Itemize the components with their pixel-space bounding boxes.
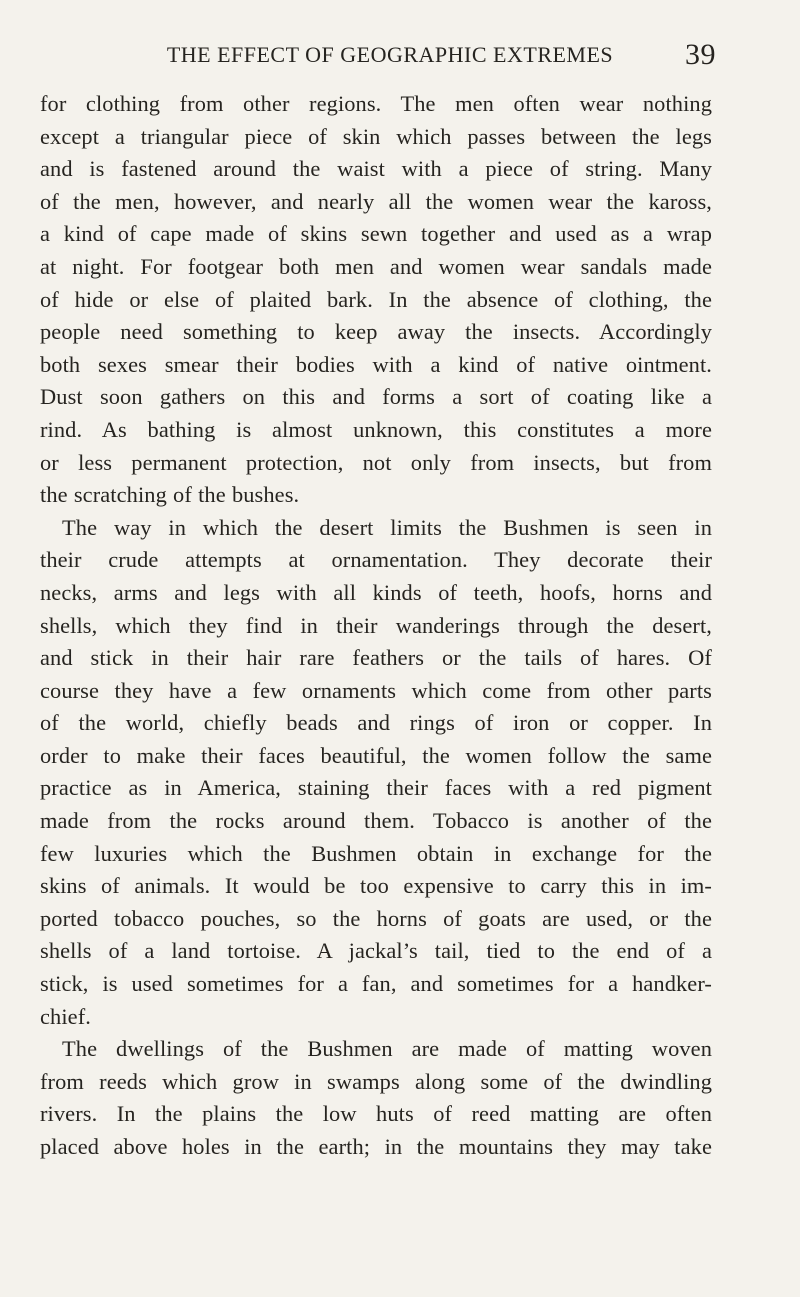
text-line: few luxuries which the Bushmen obtain in exchange for the	[40, 840, 712, 866]
text-line: their crude attempts at ornamentation. They decorate their	[40, 547, 712, 573]
text-line: at night. For footgear both men and women wear sandals made	[40, 253, 712, 279]
text-line: both sexes smear their bodies with a kind of native ointment.	[40, 351, 712, 377]
text-line: ported tobacco pouches, so the horns of goats are used, or the	[40, 905, 712, 931]
text-line: placed above holes in the earth; in the mountains they may take	[40, 1134, 712, 1159]
text-line: and stick in their hair rare feathers or the tails of hares. Of	[40, 645, 712, 671]
text-line: order to make their faces beautiful, the women follow the same	[40, 742, 712, 768]
text-line: Dust soon gathers on this and forms a sort of coating like a	[40, 384, 712, 410]
text-line: of the men, however, and nearly all the women wear the kaross,	[40, 188, 712, 214]
text-line: shells, which they find in their wanderings through the desert,	[40, 612, 712, 638]
text-line: of hide or else of plaited bark. In the absence of clothing, the	[40, 286, 712, 312]
page-number: 39	[685, 38, 716, 71]
text-line: from reeds which grow in swamps along some of the dwindling	[40, 1068, 712, 1094]
text-line: practice as in America, staining their faces with a red pigment	[40, 775, 712, 801]
text-line: a kind of cape made of skins sewn together and used as a wrap	[40, 221, 712, 247]
text-line: rivers. In the plains the low huts of reed matting are often	[40, 1101, 712, 1127]
running-head	[40, 34, 716, 74]
text-line: The dwellings of the Bushmen are made of matting woven	[62, 1036, 712, 1062]
text-line: course they have a few ornaments which come from other parts	[40, 677, 712, 703]
text-line: and is fastened around the waist with a piece of string. Many	[40, 156, 712, 182]
text-line: the scratching of the bushes.	[40, 482, 300, 508]
text-line: skins of animals. It would be too expensive to carry this in im-	[40, 873, 712, 899]
text-line: of the world, chiefly beads and rings of iron or copper. In	[40, 710, 712, 736]
running-head-title: THE EFFECT OF GEOGRAPHIC EXTREMES	[166, 42, 614, 67]
text-line: people need something to keep away the insects. Accordingly	[40, 319, 712, 345]
text-line: shells of a land tortoise. A jackal’s tail, tied to the end of a	[40, 938, 712, 964]
text-line: rind. As bathing is almost unknown, this constitutes a more	[40, 416, 712, 442]
text-line: made from the rocks around them. Tobacco is another of the	[40, 808, 712, 834]
text-line: stick, is used sometimes for a fan, and sometimes for a handker-	[40, 971, 712, 997]
text-line: or less permanent protection, not only from insects, but from	[40, 449, 712, 475]
text-line: chief.	[40, 1003, 91, 1029]
text-line: The way in which the desert limits the Bushmen is seen in	[62, 514, 712, 540]
body-text	[40, 88, 712, 1164]
text-line: except a triangular piece of skin which passes between the legs	[40, 123, 712, 149]
book-page	[40, 34, 716, 1164]
text-line: necks, arms and legs with all kinds of teeth, hoofs, horns and	[40, 579, 712, 605]
text-line: for clothing from other regions. The men often wear nothing	[40, 91, 712, 116]
